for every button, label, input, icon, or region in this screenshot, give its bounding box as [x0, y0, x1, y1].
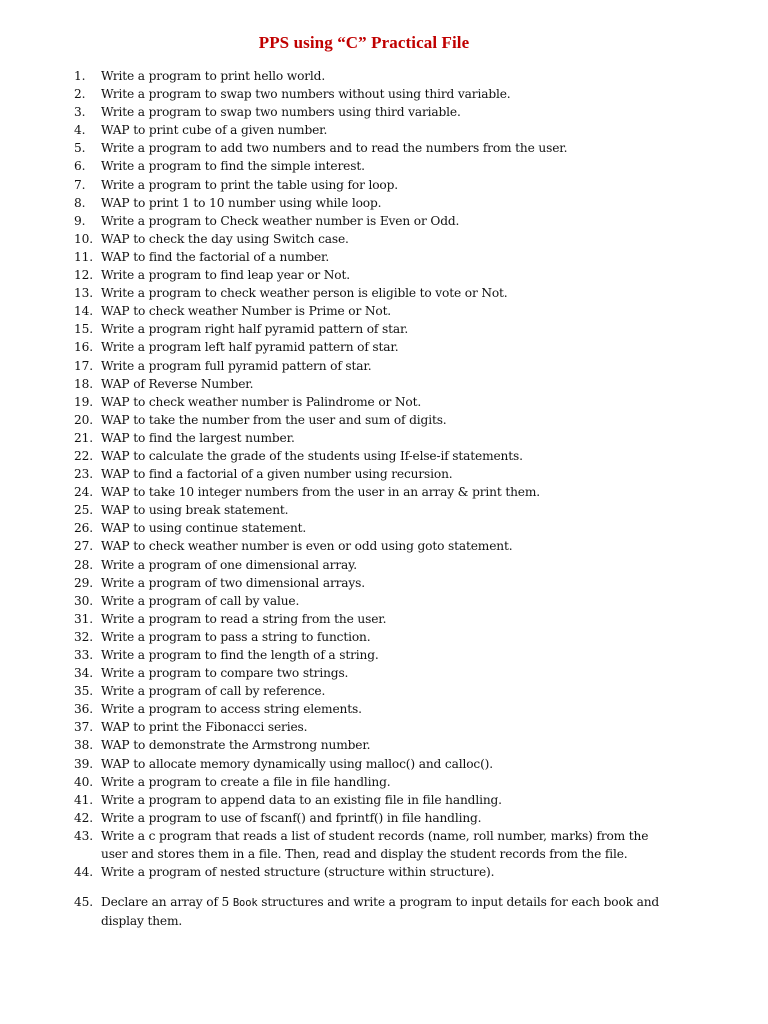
list-item-text: Write a program to print hello world. — [101, 69, 326, 83]
list-item — [74, 628, 674, 646]
list-item — [74, 501, 674, 519]
list-item-number: 4. — [74, 123, 86, 138]
list-item-text: WAP to find the largest number. — [101, 430, 295, 445]
list-item — [74, 157, 674, 175]
list-item-text: Write a program to swap two numbers using third variable. — [101, 105, 461, 120]
list-item-number: 5. — [74, 141, 86, 156]
list-item-number: 20. — [74, 412, 93, 427]
list-item-number: 2. — [74, 87, 86, 102]
list-item-number: 25. — [74, 503, 93, 518]
list-item — [74, 574, 674, 592]
list-item — [74, 556, 674, 574]
list-item — [74, 338, 674, 356]
list-item — [74, 610, 674, 628]
list-item-number: 22. — [74, 448, 93, 463]
list-item-number: 15. — [74, 322, 93, 337]
list-item — [74, 483, 674, 501]
list-item — [74, 320, 674, 338]
list-item-text: Write a c program that reads a list of student records (name, roll number, marks) from the user and stores them in a file. Then, read and display the student records from the file. — [101, 828, 649, 862]
list-item-number: 33. — [74, 648, 93, 662]
list-item-text: WAP to take the number from the user and sum of digits. — [101, 412, 447, 427]
list-item-number: 37. — [74, 720, 93, 735]
list-item-text: WAP to print 1 to 10 number using while loop. — [101, 195, 382, 210]
list-item-number: 44. — [74, 865, 93, 880]
list-item-number: 9. — [74, 213, 86, 228]
list-item — [74, 773, 674, 791]
list-item-number: 14. — [74, 304, 93, 319]
list-item-text: Write a program of one dimensional array. — [101, 557, 357, 572]
list-item-text-end: structures and write a program to input details for each book and display them. — [101, 895, 660, 929]
list-item-text: WAP of Reverse Number. — [101, 376, 254, 391]
list-item-text: WAP to take 10 integer numbers from the user in an array & print them. — [101, 485, 540, 500]
list-item-number: 3. — [74, 105, 86, 120]
list-item-number: 21. — [74, 430, 93, 445]
list-item-text-start: Declare an array of 5 — [101, 895, 233, 910]
list-item-text: Write a program to swap two numbers without using third variable. — [101, 87, 511, 102]
list-item — [74, 447, 674, 465]
list-item — [74, 230, 674, 248]
list-item — [74, 465, 674, 483]
list-item — [74, 121, 674, 139]
list-item-text: WAP to print cube of a given number. — [101, 123, 328, 138]
list-item-text: Write a program to compare two strings. — [101, 666, 349, 681]
list-item-number: 30. — [74, 593, 93, 608]
list-item-number: 11. — [74, 249, 93, 264]
list-item-number: 26. — [74, 521, 93, 536]
list-item-text: Write a program to use of fscanf() and fprintf() in file handling. — [101, 810, 482, 825]
list-item-number: 24. — [74, 485, 93, 500]
list-item-number: 42. — [74, 810, 93, 825]
list-item — [74, 67, 674, 85]
list-item — [74, 664, 674, 682]
list-item-number: 34. — [74, 666, 93, 681]
list-item-text: Write a program to access string elements. — [101, 702, 362, 717]
list-item-text: Write a program to pass a string to function. — [101, 629, 371, 644]
list-item-text: Write a program full pyramid pattern of star. — [101, 358, 372, 373]
list-item — [74, 302, 674, 320]
list-item-number: 43. — [74, 828, 93, 843]
list-item — [74, 85, 674, 103]
list-item-number: 36. — [74, 702, 93, 717]
list-item-text: Write a program to find the simple interest. — [101, 159, 365, 174]
list-item-text: WAP to check weather number is Palindrome or Not. — [101, 394, 422, 409]
list-item — [74, 809, 674, 827]
list-item-text: Write a program to find the length of a string. — [101, 648, 379, 662]
list-item — [74, 212, 674, 230]
list-item — [74, 284, 674, 302]
list-item-number: 39. — [74, 756, 93, 771]
list-item-number: 10. — [74, 231, 93, 246]
list-item-text: WAP to find the factorial of a number. — [101, 249, 330, 264]
list-item-number: 41. — [74, 792, 93, 807]
list-item-text: Write a program to print the table using for loop. — [101, 177, 398, 192]
list-item-text: WAP to calculate the grade of the students using If-else-if statements. — [101, 448, 523, 463]
list-item — [74, 791, 674, 809]
list-item-text: Write a program of nested structure (structure within structure). — [101, 865, 495, 880]
list-item — [74, 592, 674, 610]
list-item-text: Write a program of call by reference. — [101, 684, 326, 699]
list-item — [74, 646, 674, 664]
list-item — [74, 248, 674, 266]
list-item-number: 29. — [74, 575, 93, 590]
list-item-text: WAP to demonstrate the Armstrong number. — [101, 738, 371, 753]
list-item — [74, 682, 674, 700]
list-item-number: 17. — [74, 358, 93, 373]
list-item-number: 13. — [74, 286, 93, 301]
list-item-text: WAP to using break statement. — [101, 503, 289, 518]
list-item — [74, 103, 674, 121]
list-item-number: 12. — [74, 268, 93, 283]
list-item-text: Write a program of two dimensional arrays. — [101, 575, 365, 590]
list-item — [74, 139, 674, 157]
list-item-number: 18. — [74, 376, 93, 391]
list-item-number: 16. — [74, 340, 93, 355]
list-item-number: 8. — [74, 195, 86, 210]
list-item — [74, 755, 674, 773]
list-item-number: 38. — [74, 738, 93, 753]
list-item-code: Book — [232, 897, 258, 910]
list-item — [74, 176, 674, 194]
list-item-number: 27. — [74, 539, 93, 554]
list-item — [74, 194, 674, 212]
list-item — [74, 827, 674, 863]
list-item-number: 7. — [74, 177, 86, 192]
list-item-number: 19. — [74, 394, 93, 409]
page-title: PPS using “C” Practical File — [258, 33, 470, 52]
list-item-text: WAP to check weather number is even or odd using goto statement. — [101, 539, 513, 554]
list-item — [74, 393, 674, 411]
list-item-text: WAP to check the day using Switch case. — [101, 231, 349, 246]
list-item — [74, 357, 674, 375]
practical-list — [74, 67, 674, 930]
list-item-number: 23. — [74, 467, 93, 482]
list-item-text: WAP to find a factorial of a given number using recursion. — [101, 467, 453, 482]
list-item — [74, 375, 674, 393]
list-item-text: Write a program to add two numbers and to read the numbers from the user. — [101, 141, 568, 156]
list-item-text: Write a program to find leap year or Not. — [101, 268, 350, 283]
list-item-text: WAP to check weather Number is Prime or Not. — [101, 304, 392, 319]
list-item — [74, 863, 674, 881]
list-item-text: Write a program to check weather person is eligible to vote or Not. — [101, 286, 508, 301]
list-item-text: Write a program to Check weather number is Even or Odd. — [101, 213, 460, 228]
list-item — [74, 537, 674, 555]
list-item-number: 31. — [74, 611, 93, 626]
list-item-text: Write a program of call by value. — [101, 593, 300, 608]
list-item — [74, 700, 674, 718]
list-item-number: 35. — [74, 684, 93, 699]
list-item — [74, 266, 674, 284]
list-item-number: 6. — [74, 159, 86, 174]
list-item-number: 40. — [74, 774, 93, 789]
list-item — [74, 411, 674, 429]
list-item — [74, 893, 674, 930]
list-item-text: Write a program right half pyramid pattern of star. — [101, 322, 409, 337]
list-item — [74, 429, 674, 447]
list-item-text: Write a program to read a string from the user. — [101, 611, 387, 626]
list-item-number: 28. — [74, 557, 93, 572]
list-item — [74, 736, 674, 754]
list-item — [74, 718, 674, 736]
list-item-text: WAP to allocate memory dynamically using malloc() and calloc(). — [101, 756, 493, 771]
list-item-text: WAP to print the Fibonacci series. — [101, 720, 308, 735]
list-item-text: Write a program left half pyramid pattern of star. — [101, 340, 399, 355]
list-item-text: Write a program to create a file in file handling. — [101, 774, 391, 789]
list-item-number: 1. — [74, 69, 86, 83]
list-item-number: 45. — [74, 895, 93, 910]
list-item-text: Write a program to append data to an existing file in file handling. — [101, 792, 502, 807]
list-item-number: 32. — [74, 629, 93, 644]
list-item-text: WAP to using continue statement. — [101, 521, 307, 536]
list-item — [74, 519, 674, 537]
